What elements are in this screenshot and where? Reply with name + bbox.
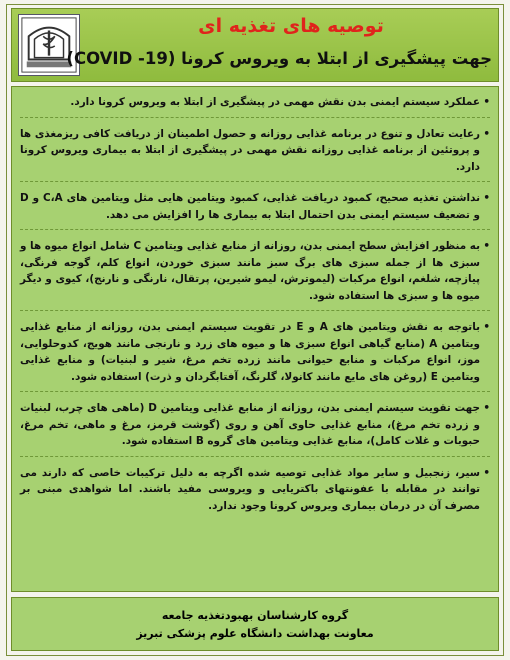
recommendation-text: به منظور افزایش سطح ایمنی بدن، روزانه از منابع غذایی ویتامین C شامل انواع میوه ها و سبزی ها از جمله سبزی های برگ سبز مانند سبزی خوردن، انواع کلم، گوجه فرنگی، پیازچه، شلغم، انواع مرکبات (لیموترش، لیمو شیرین، پرتقال، نارنگی و نارنج)، کیوی و دیگر میوه ها و سبزی ها استفاده شود. (19, 240, 480, 302)
footer-group-name: گروه کارشناسان بهبودتغذیه جامعه (161, 609, 349, 622)
bullet-icon: • (483, 127, 490, 140)
poster-title: توصیه های تغذیه ای (198, 15, 384, 37)
recommendations-panel (11, 86, 499, 592)
recommendation-item (20, 190, 490, 223)
bullet-icon: • (483, 240, 490, 252)
recommendation-text: جهت تقویت سیستم ایمنی بدن، روزانه از منابع غذایی ویتامین D (ماهی های چرب، لبنیات و زرده تخم مرغ)، منابع غذایی حاوی آهن و روی (گوشت قرمز، مرغ و ماهی، تخم مرغ، حبوبات و غلات کامل)، منابع غذایی ویتامین های گروه B استفاده شود. (20, 402, 480, 447)
recommendation-item (20, 126, 490, 176)
recommendation-text: باتوجه به نقش ویتامین های A و E در تقویت سیستم ایمنی بدن، روزانه از منابع غذایی ویتامین A (منابع گیاهی انواع سبزی ها و میوه های زرد و نارنجی مانند هویج، کدوحلوایی، موز، انواع مرکبات و منابع حیوانی مانند زرده تخم مرغ، شیر و لبنیات) و منابع غذایی ویتامین E (روغن های مایع مانند کانولا، گلرنگ، آفتابگردان و ذرت) استفاده شود. (20, 321, 481, 383)
recommendation-item (20, 319, 490, 385)
bullet-icon: • (483, 96, 490, 108)
recommendation-text: سیر، زنجبیل و سایر مواد غذایی توصیه شده اگرچه به دلیل ترکیبات خاصی که دارند می توانند در مقابله با عفونتهای باکتریایی و ویروسی مفید باشند. اما شواهدی مبنی بر مصرف آن در درمان بیماری ویروس کرونا وجود ندارد. (20, 466, 480, 512)
bullet-icon: • (483, 192, 490, 204)
poster-subtitle: جهت پیشگیری از ابتلا به ویروس کرونا (COVID -19) (66, 49, 492, 68)
recommendation-item (20, 94, 490, 111)
header-banner (11, 8, 499, 82)
divider (20, 391, 490, 393)
divider (20, 181, 490, 183)
bullet-icon: • (483, 402, 490, 414)
divider (20, 229, 490, 231)
divider (20, 310, 490, 312)
bullet-icon: • (483, 466, 490, 479)
recommendation-item (20, 400, 490, 450)
bullet-icon: • (483, 321, 490, 333)
recommendation-text: عملکرد سیستم ایمنی بدن نقش مهمی در پیشگیری از ابتلا به ویروس کرونا دارد. (70, 96, 480, 108)
divider (20, 117, 490, 119)
recommendation-text: نداشتن تغذیه صحیح، کمبود دریافت غذایی، کمبود ویتامین هایی مثل ویتامین های C،A و D و تضعیف سیستم ایمنی بدن احتمال ابتلا به بیماری ها را افزایش می دهد. (20, 192, 480, 221)
poster (6, 4, 504, 656)
divider (20, 456, 490, 458)
recommendation-item (20, 238, 490, 304)
footer-organization: معاونت بهداشت دانشگاه علوم پزشکی تبریز (136, 627, 374, 640)
recommendation-item (20, 465, 490, 515)
recommendation-text: رعایت تعادل و تنوع در برنامه غذایی روزانه و حصول اطمینان از دریافت کافی ریزمغذی ها و پروتئین از برنامه غذایی روزانه نقش مهمی در پیشگیری از ابتلا به بیماری ویروس کرونا دارد. (20, 127, 480, 173)
footer-credits (11, 597, 499, 651)
